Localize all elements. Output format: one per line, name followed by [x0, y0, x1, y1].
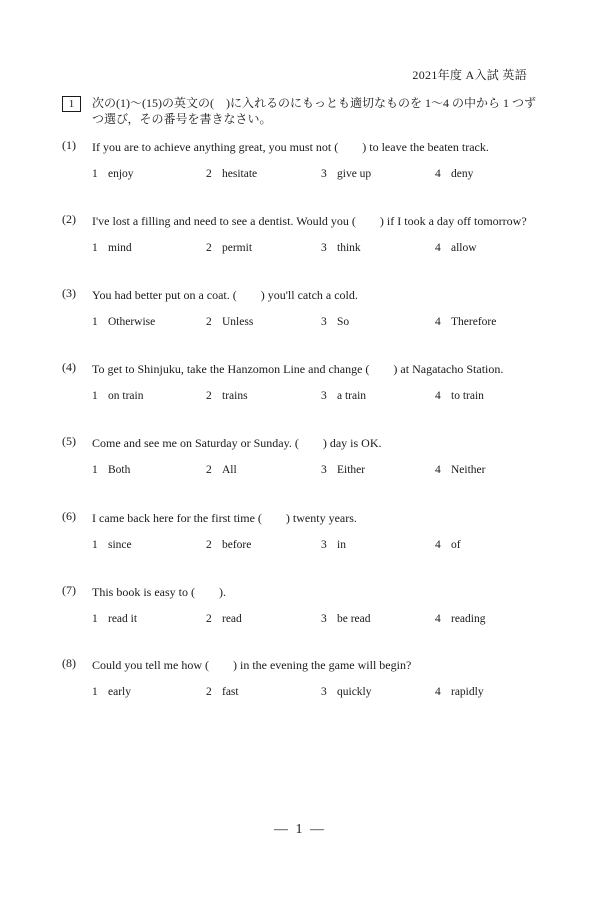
option: 1 since [92, 539, 132, 551]
option: 2 read [206, 613, 242, 625]
option: 2 All [206, 464, 237, 476]
question-text: I came back here for the first time ( ) twenty years. [92, 511, 357, 525]
question-number: (7) [62, 583, 76, 597]
option: 1 Otherwise [92, 316, 156, 328]
question-number: (3) [62, 286, 76, 300]
page-header: 2021年度 A入試 英語 [412, 68, 527, 82]
option: 1 mind [92, 242, 132, 254]
question-number: (4) [62, 360, 76, 374]
option: 3 give up [321, 168, 372, 180]
option: 4 deny [435, 168, 474, 180]
question-number: (5) [62, 434, 76, 448]
question-text: Could you tell me how ( ) in the evening the game will begin? [92, 658, 412, 672]
question-text: I've lost a filling and need to see a dentist. Would you ( ) if I took a day off tomorrow? [92, 214, 527, 228]
option: 3 in [321, 539, 346, 551]
option: 4 allow [435, 242, 477, 254]
question-text: This book is easy to ( ). [92, 585, 226, 599]
option: 3 be read [321, 613, 371, 625]
question-text: To get to Shinjuku, take the Hanzomon Line and change ( ) at Nagatacho Station. [92, 362, 504, 376]
option: 2 trains [206, 390, 248, 402]
option: 1 read it [92, 613, 138, 625]
option: 3 quickly [321, 686, 372, 698]
option: 4 of [435, 539, 461, 551]
option: 2 before [206, 539, 252, 551]
page-number: — 1 — [274, 822, 326, 837]
option: 2 permit [206, 242, 253, 254]
question-number: (6) [62, 509, 76, 523]
question-text: If you are to achieve anything great, you must not ( ) to leave the beaten track. [92, 140, 489, 154]
option: 1 Both [92, 464, 131, 476]
question-text: You had better put on a coat. ( ) you'll catch a cold. [92, 288, 358, 302]
question-number: (1) [62, 138, 76, 152]
option: 1 enjoy [92, 168, 134, 180]
option: 2 Unless [206, 316, 254, 328]
section-number-box: 1 [62, 96, 81, 112]
option: 4 reading [435, 613, 486, 625]
question-number: (8) [62, 656, 76, 670]
option: 4 rapidly [435, 686, 484, 698]
option: 3 a train [321, 390, 367, 402]
option: 3 think [321, 242, 361, 254]
question-text: Come and see me on Saturday or Sunday. ( ) day is OK. [92, 436, 382, 450]
option: 1 on train [92, 390, 144, 402]
instructions: 次の(1)～(15)の英文の( )に入れるのにもっとも適切なものを 1～4 の中から 1 つずつ選び，その番号を書きなさい。 [92, 96, 536, 126]
question-number: (2) [62, 212, 76, 226]
option: 3 So [321, 316, 350, 328]
option: 4 Neither [435, 464, 486, 476]
option: 3 Either [321, 464, 366, 476]
option: 2 fast [206, 686, 239, 698]
option: 4 Therefore [435, 316, 497, 328]
option: 2 hesitate [206, 168, 258, 180]
option: 1 early [92, 686, 131, 698]
option: 4 to train [435, 390, 484, 402]
